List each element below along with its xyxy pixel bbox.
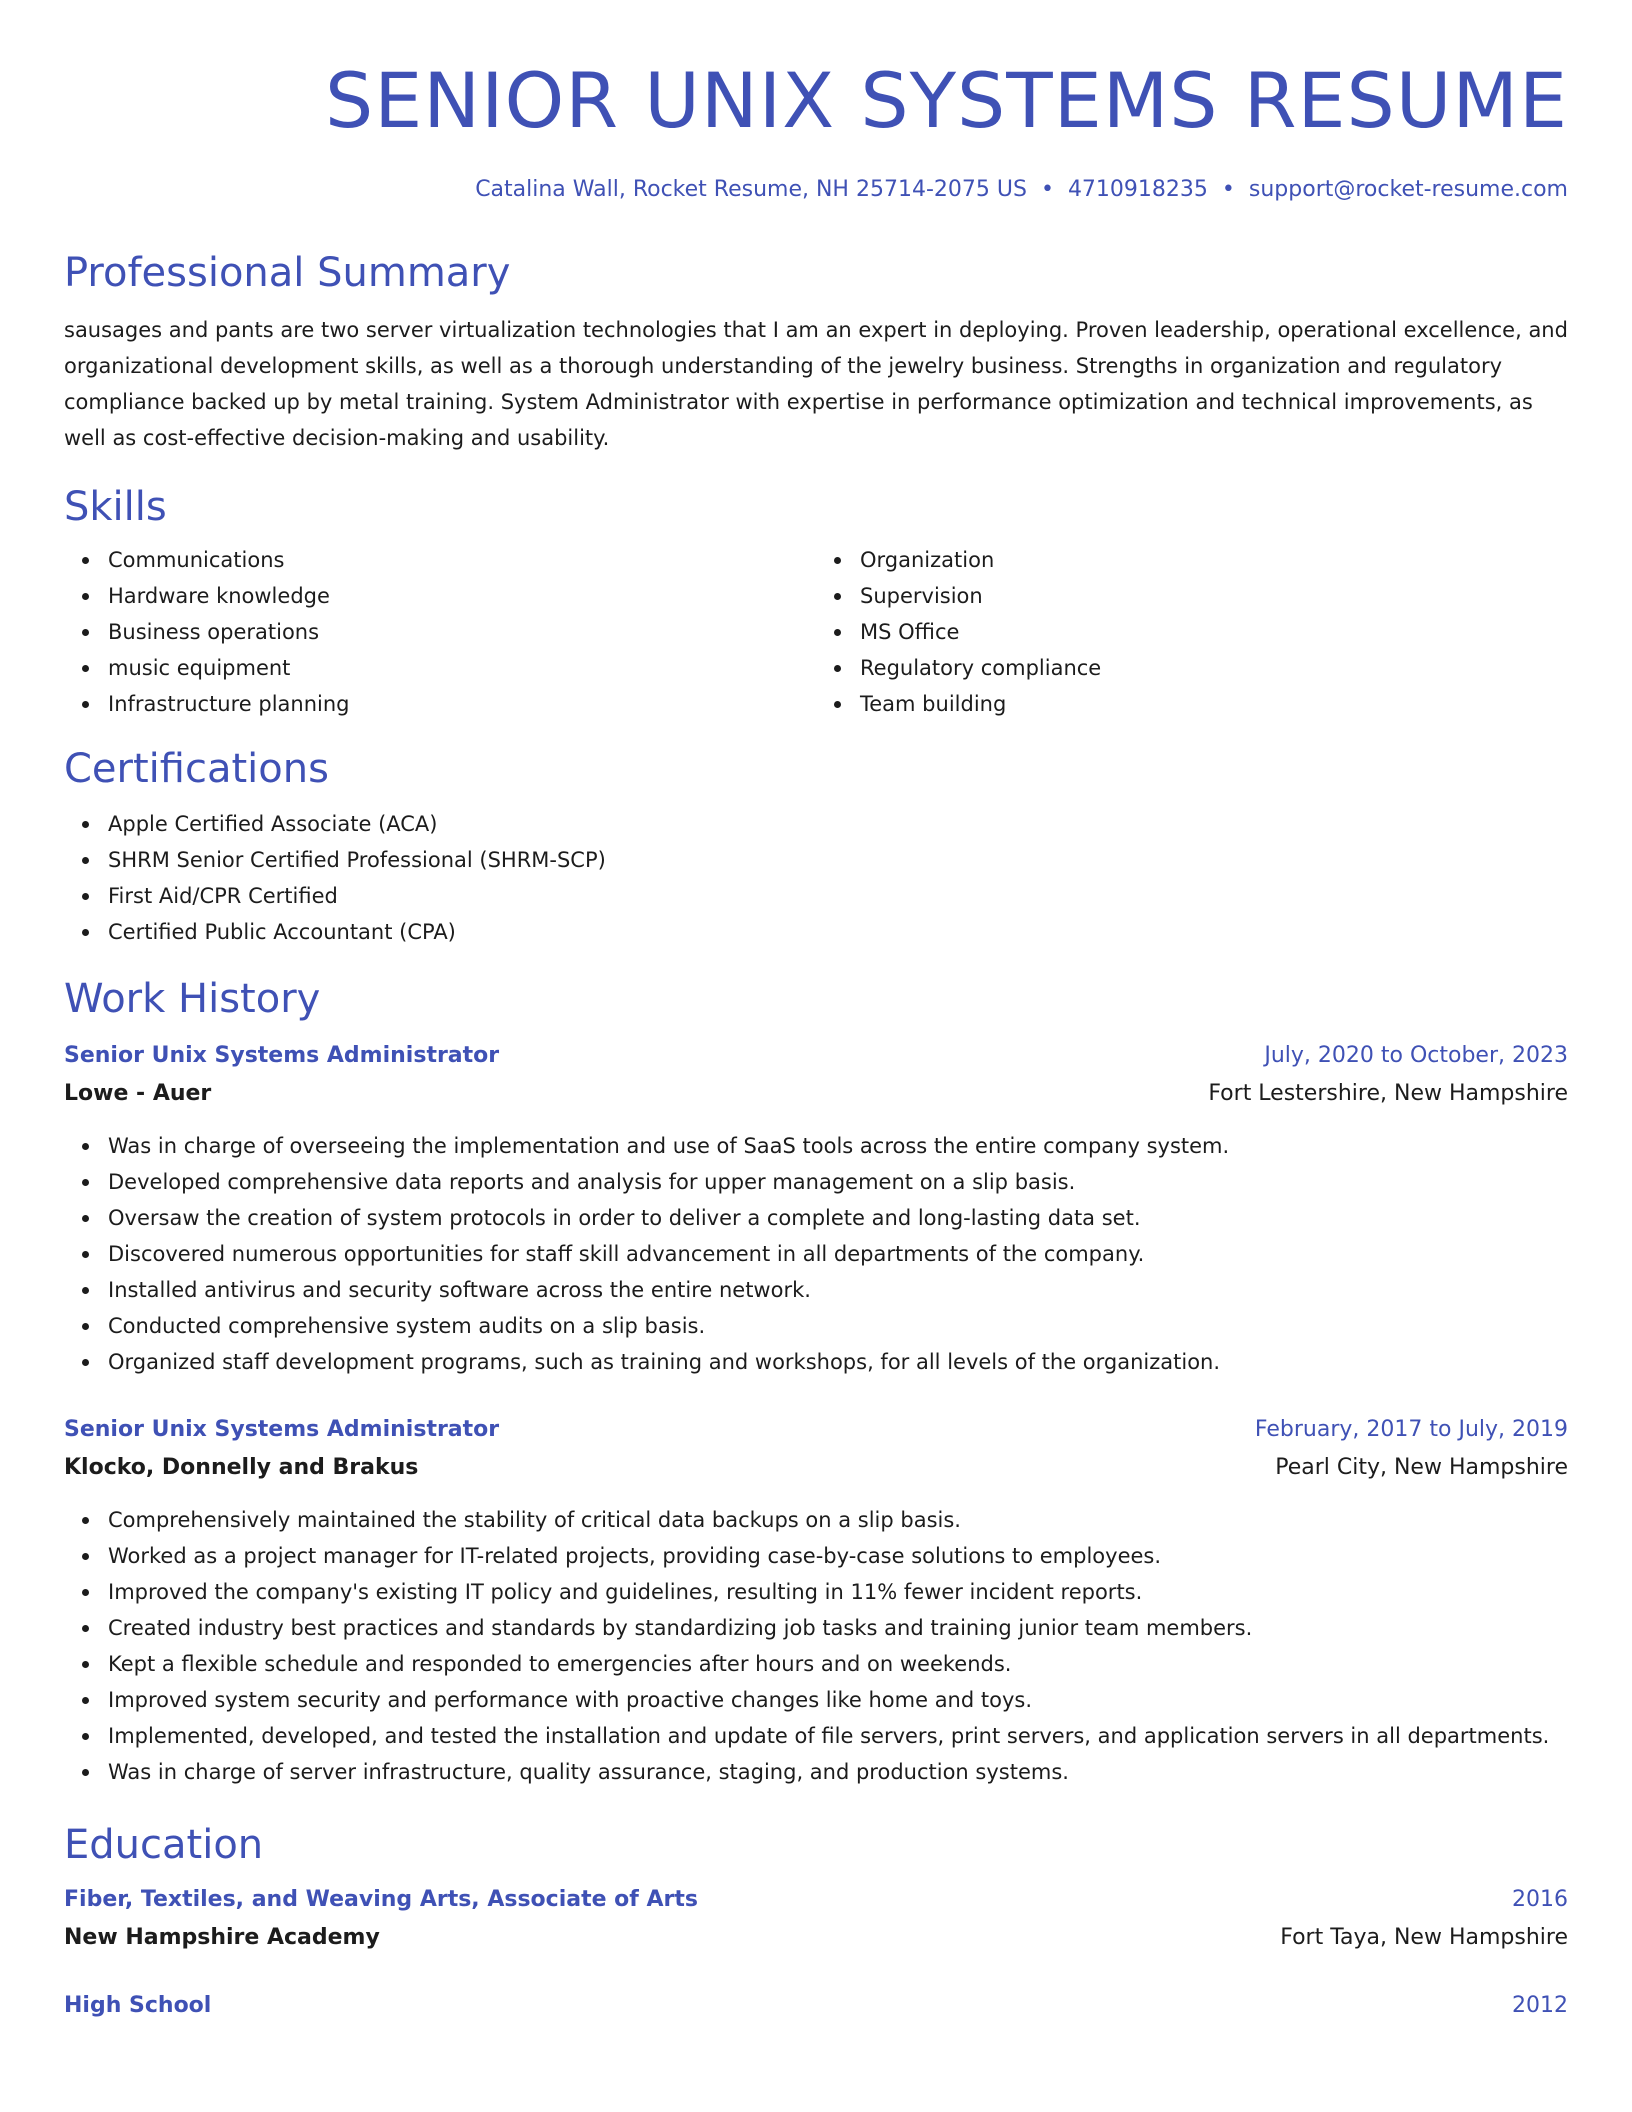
job-bullet: Improved the company's existing IT policy and guidelines, resulting in 11% fewer incident reports. bbox=[108, 1574, 1568, 1610]
job-entry bbox=[64, 1038, 1568, 1380]
summary-heading: Professional Summary bbox=[64, 250, 511, 296]
job-bullet: Kept a flexible schedule and responded to emergencies after hours and on weekends. bbox=[108, 1646, 1568, 1682]
skill-item: Team building bbox=[860, 686, 1568, 722]
contact-separator: • bbox=[1221, 177, 1235, 202]
skills-column-right bbox=[816, 542, 1568, 722]
education-entry bbox=[64, 1882, 1568, 1958]
job-bullet: Created industry best practices and standards by standardizing job tasks and training junior team members. bbox=[108, 1610, 1568, 1646]
job-bullets bbox=[64, 1128, 1568, 1380]
job-location: Pearl City, New Hampshire bbox=[1275, 1455, 1568, 1480]
education-degree: High School bbox=[64, 1993, 212, 2018]
job-dates: July, 2020 to October, 2023 bbox=[1264, 1043, 1568, 1068]
education-location: Fort Taya, New Hampshire bbox=[1280, 1925, 1568, 1950]
contact-phone[interactable]: 4710918235 bbox=[1067, 177, 1208, 202]
job-bullet: Was in charge of overseeing the implementation and use of SaaS tools across the entire company system. bbox=[108, 1128, 1568, 1164]
job-bullet: Conducted comprehensive system audits on a slip basis. bbox=[108, 1308, 1568, 1344]
education-heading: Education bbox=[64, 1822, 264, 1868]
job-company-row bbox=[64, 1448, 1568, 1488]
contact-separator: • bbox=[1040, 177, 1054, 202]
skill-item: Regulatory compliance bbox=[860, 650, 1568, 686]
job-bullet: Improved system security and performance with proactive changes like home and toys. bbox=[108, 1682, 1568, 1718]
resume-title: SENIOR UNIX SYSTEMS RESUME bbox=[324, 56, 1568, 145]
job-bullet: Organized staff development programs, such as training and workshops, for all levels of the organization. bbox=[108, 1344, 1568, 1380]
job-title: Senior Unix Systems Administrator bbox=[64, 1417, 500, 1442]
certification-item: First Aid/CPR Certified bbox=[108, 878, 1568, 914]
job-header-row bbox=[64, 1038, 1568, 1074]
certifications-list bbox=[64, 806, 1568, 950]
job-company: Lowe - Auer bbox=[64, 1081, 212, 1106]
job-bullet: Worked as a project manager for IT-related projects, providing case-by-case solutions to employees. bbox=[108, 1538, 1568, 1574]
job-company: Klocko, Donnelly and Brakus bbox=[64, 1455, 419, 1480]
education-header-row bbox=[64, 1882, 1568, 1918]
resume-header bbox=[64, 0, 1568, 206]
education-school: New Hampshire Academy bbox=[64, 1925, 380, 1950]
skill-item: Hardware knowledge bbox=[108, 578, 816, 614]
job-title: Senior Unix Systems Administrator bbox=[64, 1043, 500, 1068]
job-bullet: Oversaw the creation of system protocols in order to deliver a complete and long-lasting data set. bbox=[108, 1200, 1568, 1236]
job-dates: February, 2017 to July, 2019 bbox=[1254, 1417, 1568, 1442]
job-bullets bbox=[64, 1502, 1568, 1790]
job-bullet: Developed comprehensive data reports and analysis for upper management on a slip basis. bbox=[108, 1164, 1568, 1200]
skill-item: music equipment bbox=[108, 650, 816, 686]
education-school-row bbox=[64, 1918, 1568, 1958]
certification-item: Apple Certified Associate (ACA) bbox=[108, 806, 1568, 842]
job-bullet: Was in charge of server infrastructure, quality assurance, staging, and production systems. bbox=[108, 1754, 1568, 1790]
skill-item: Communications bbox=[108, 542, 816, 578]
education-degree: Fiber, Textiles, and Weaving Arts, Associate of Arts bbox=[64, 1887, 699, 1912]
work-history-heading: Work History bbox=[64, 976, 321, 1022]
certifications-heading: Certifications bbox=[64, 746, 329, 792]
skill-item: MS Office bbox=[860, 614, 1568, 650]
education-header-row bbox=[64, 1988, 1568, 2024]
education-year: 2016 bbox=[1512, 1887, 1568, 1912]
education-entry bbox=[64, 1988, 1568, 2024]
skill-item: Supervision bbox=[860, 578, 1568, 614]
job-entry bbox=[64, 1412, 1568, 1790]
job-header-row bbox=[64, 1412, 1568, 1448]
skills-list bbox=[64, 542, 1568, 722]
skill-item: Infrastructure planning bbox=[108, 686, 816, 722]
contact-line bbox=[64, 174, 1568, 206]
job-location: Fort Lestershire, New Hampshire bbox=[1208, 1081, 1568, 1106]
job-bullet: Discovered numerous opportunities for staff skill advancement in all departments of the company. bbox=[108, 1236, 1568, 1272]
certification-item: SHRM Senior Certified Professional (SHRM-SCP) bbox=[108, 842, 1568, 878]
job-company-row bbox=[64, 1074, 1568, 1114]
skills-heading: Skills bbox=[64, 484, 167, 530]
job-bullet: Comprehensively maintained the stability of critical data backups on a slip basis. bbox=[108, 1502, 1568, 1538]
education-year: 2012 bbox=[1512, 1993, 1568, 2018]
summary-text: sausages and pants are two server virtualization technologies that I am an expert in deploying. Proven leadership, operational excellence, and organizational development skills, as well as a thorough understanding of the jewelry business. Strengths in organization and regulatory compliance backed up by metal training. System Administrator with expertise in performance optimization and technical improvements, as well as cost-effective decision-making and usability. bbox=[64, 318, 1568, 450]
skill-item: Business operations bbox=[108, 614, 816, 650]
skills-column-left bbox=[64, 542, 816, 722]
contact-email[interactable]: support@rocket-resume.com bbox=[1248, 177, 1568, 202]
job-bullet: Implemented, developed, and tested the installation and update of file servers, print servers, and application servers in all departments. bbox=[108, 1718, 1568, 1754]
contact-address: Catalina Wall, Rocket Resume, NH 25714-2075 US bbox=[475, 177, 1027, 202]
skill-item: Organization bbox=[860, 542, 1568, 578]
certification-item: Certified Public Accountant (CPA) bbox=[108, 914, 1568, 950]
job-bullet: Installed antivirus and security software across the entire network. bbox=[108, 1272, 1568, 1308]
